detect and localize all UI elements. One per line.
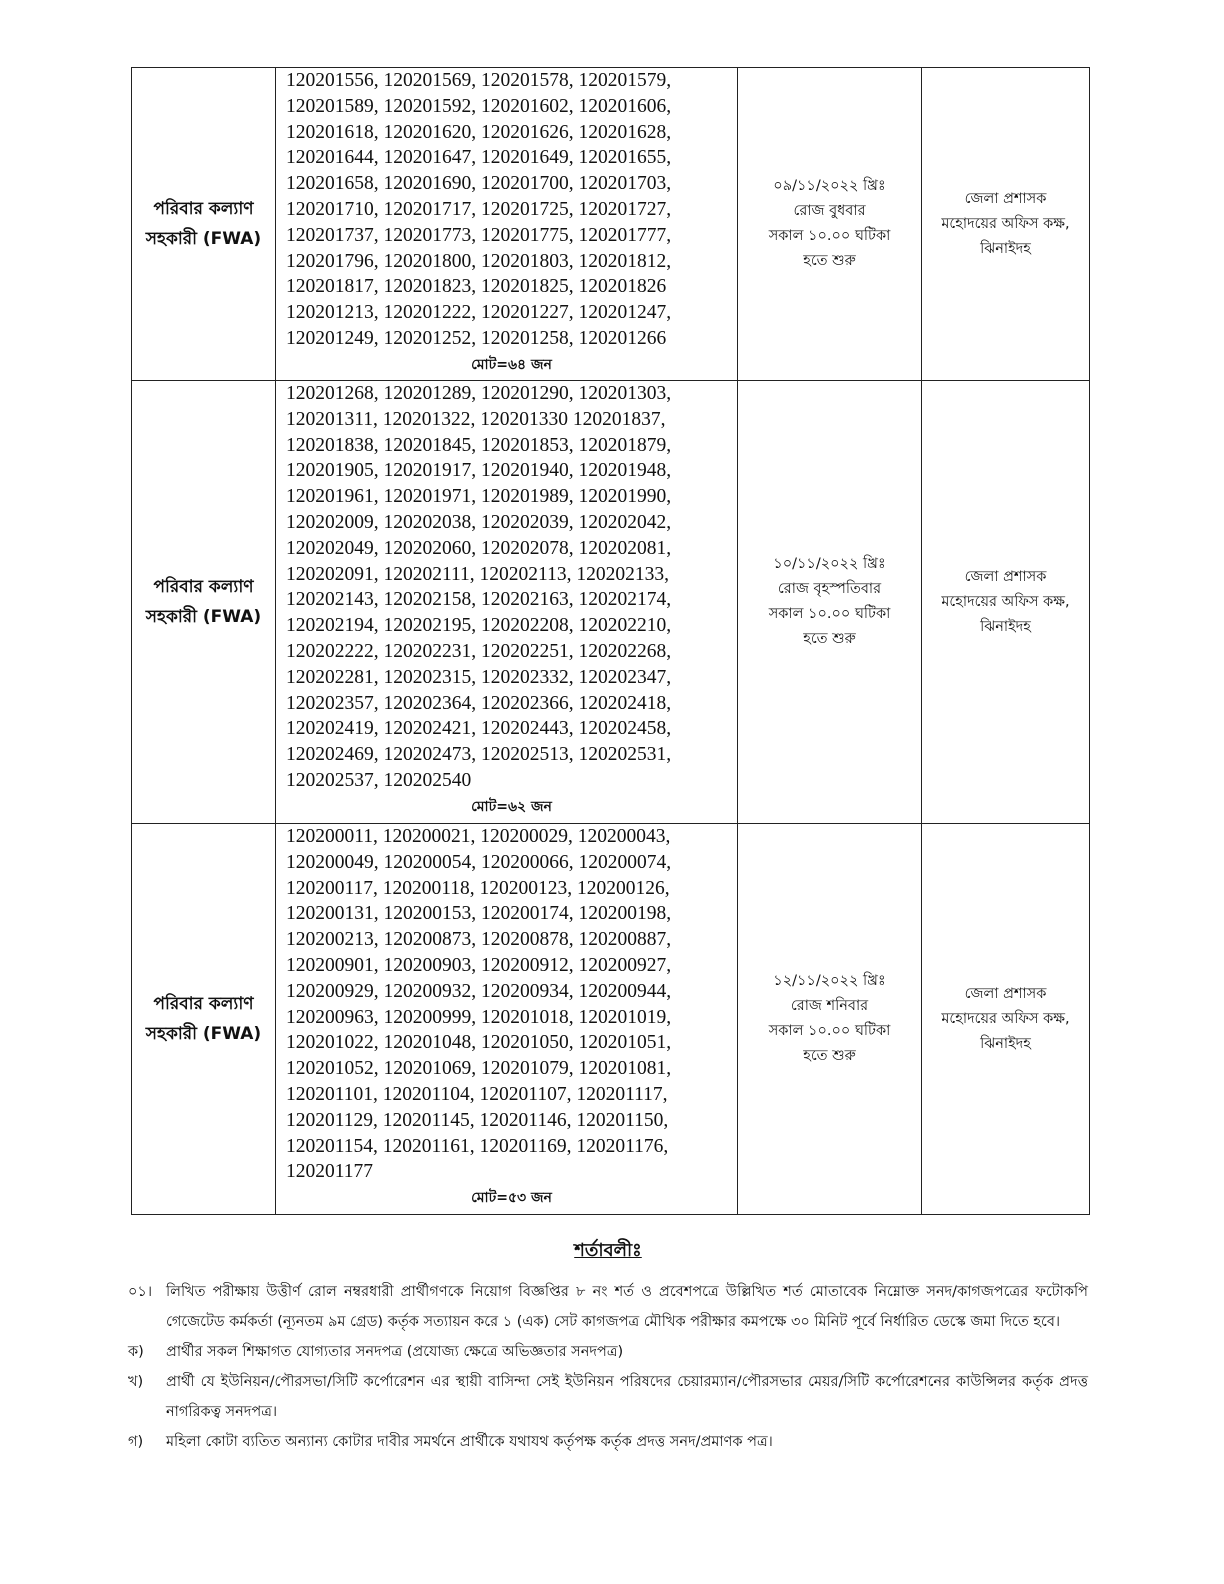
term-item (128, 1427, 1088, 1457)
exam-date-line: ০৯/১১/২০২২ খ্রিঃ (773, 178, 886, 194)
roll-numbers-line: 120201101, 120201104, 120201107, 120201117, (286, 1083, 668, 1105)
roll-numbers-line: 120202469, 120202473, 120202513, 120202531, (286, 744, 672, 766)
schedule-row (132, 68, 1090, 381)
roll-numbers-line: 120201737, 120201773, 120201775, 120201777, (286, 224, 672, 246)
roll-numbers-line: 120201556, 120201569, 120201578, 120201579, (286, 70, 672, 91)
exam-venue-line: মহোদয়ের অফিস কক্ষ, (941, 215, 1070, 232)
roll-numbers-line: 120201213, 120201222, 120201227, 120201247, (286, 302, 672, 324)
roll-numbers-line: 120201961, 120201971, 120201989, 120201990, (286, 486, 672, 508)
roll-numbers-line: 120200901, 120200903, 120200912, 120200927, (286, 954, 672, 976)
exam-venue-line: মহোদয়ের অফিস কক্ষ, (941, 1010, 1070, 1027)
term-item (128, 1337, 1088, 1367)
exam-date-line: সকাল ১০.০০ ঘটিকা (768, 228, 891, 244)
roll-numbers-line: 120201644, 120201647, 120201649, 120201655, (286, 147, 672, 169)
term-marker: খ) (128, 1374, 144, 1390)
exam-venue-cell (922, 824, 1090, 1215)
roll-numbers-line: 120201154, 120201161, 120201169, 120201176, (286, 1135, 669, 1157)
exam-date-line: ১২/১১/২০২২ খ্রিঃ (773, 973, 886, 989)
post-name-line: পরিবার কল্যাণ (153, 994, 254, 1014)
roll-numbers-line: 120201177 (286, 1161, 374, 1183)
exam-date-line: ১০/১১/২০২২ খ্রিঃ (773, 556, 886, 572)
candidate-total: মোট=৬২ জন (471, 798, 552, 815)
exam-date-line: হতে শুরু (803, 631, 856, 647)
exam-venue-line: জেলা প্রশাসক (964, 568, 1047, 585)
roll-numbers-cell (276, 824, 738, 1215)
post-name-cell (132, 824, 276, 1215)
term-marker: ক) (128, 1344, 144, 1360)
roll-numbers-line: 120202091, 120202111, 120202113, 120202133, (286, 563, 669, 585)
exam-date-cell (738, 824, 922, 1215)
roll-numbers-line: 120200011, 120200021, 120200029, 120200043, (286, 826, 671, 847)
post-name-line: সহকারী (FWA) (145, 1024, 262, 1044)
roll-numbers-cell (276, 381, 738, 824)
post-name-line: পরিবার কল্যাণ (153, 577, 254, 597)
roll-numbers-line: 120202537, 120202540 (286, 769, 472, 791)
candidate-total: মোট=৫৩ জন (471, 1190, 552, 1207)
exam-date-cell (738, 381, 922, 824)
exam-date-line: সকাল ১০.০০ ঘটিকা (768, 606, 891, 622)
roll-numbers-line: 120202194, 120202195, 120202208, 120202210, (286, 615, 672, 637)
roll-numbers-line: 120201817, 120201823, 120201825, 120201826 (286, 276, 667, 298)
roll-numbers-line: 120200963, 120200999, 120201018, 120201019, (286, 1006, 672, 1028)
exam-venue-line: মহোদয়ের অফিস কক্ষ, (941, 593, 1070, 610)
candidate-total: মোট=৬৪ জন (471, 356, 552, 373)
schedule-body (132, 68, 1090, 1215)
term-text: প্রার্থী যে ইউনিয়ন/পৌরসভা/সিটি কর্পোরেশন এর স্থায়ী বাসিন্দা সেই ইউনিয়ন পরিষদের চেয়ারম্যান/পৌরসভার মেয়র/সিটি কর্পোরেশনের কাউন্সিলর কর্তৃক প্রদত্ত নাগরিকত্ব সনদপত্র। (166, 1374, 1088, 1420)
roll-numbers-line: 120202281, 120202315, 120202332, 120202347, (286, 666, 672, 688)
roll-numbers-line: 120200049, 120200054, 120200066, 120200074, (286, 851, 672, 873)
roll-numbers-line: 120202357, 120202364, 120202366, 120202418, (286, 692, 672, 714)
exam-date-line: রোজ বুধবার (793, 203, 866, 219)
roll-numbers-line: 120200131, 120200153, 120200174, 120200198, (286, 903, 672, 925)
roll-numbers-line: 120201311, 120201322, 120201330 120201837, (286, 408, 666, 430)
roll-numbers-line: 120201618, 120201620, 120201626, 120201628, (286, 121, 672, 143)
schedule-row (132, 381, 1090, 824)
term-text: মহিলা কোটা ব্যতিত অন্যান্য কোটার দাবীর সমর্থনে প্রার্থীকে যথাযথ কর্তৃপক্ষ কর্তৃক প্রদত্ত সনদ/প্রমাণক পত্র। (166, 1434, 773, 1450)
exam-venue-line: জেলা প্রশাসক (964, 985, 1047, 1002)
exam-venue-line: ঝিনাইদহ (980, 618, 1031, 635)
roll-numbers-cell (276, 68, 738, 381)
roll-numbers-line: 120201905, 120201917, 120201940, 120201948, (286, 460, 672, 482)
roll-numbers-line: 120200213, 120200873, 120200878, 120200887, (286, 929, 672, 951)
roll-numbers-line: 120201129, 120201145, 120201146, 120201150, (286, 1109, 669, 1131)
exam-date-cell (738, 68, 922, 381)
schedule-row (132, 824, 1090, 1215)
exam-date-line: হতে শুরু (803, 253, 856, 269)
exam-venue-line: ঝিনাইদহ (980, 240, 1031, 257)
post-name-line: পরিবার কল্যাণ (153, 199, 254, 219)
roll-numbers-line: 120202049, 120202060, 120202078, 120202081, (286, 537, 672, 559)
roll-numbers-line: 120202222, 120202231, 120202251, 120202268, (286, 640, 672, 662)
terms-heading: শর্তাবলীঃ (574, 1240, 642, 1261)
roll-numbers-line: 120201249, 120201252, 120201258, 120201266 (286, 327, 667, 349)
post-name-cell (132, 68, 276, 381)
exam-date-line: রোজ শনিবার (790, 998, 869, 1014)
exam-venue-line: ঝিনাইদহ (980, 1035, 1031, 1052)
roll-numbers-line: 120201658, 120201690, 120201700, 120201703, (286, 173, 672, 195)
roll-numbers-line: 120200929, 120200932, 120200934, 120200944, (286, 980, 672, 1002)
roll-numbers-line: 120200117, 120200118, 120200123, 120200126, (286, 877, 670, 899)
exam-venue-cell (922, 381, 1090, 824)
exam-venue-line: জেলা প্রশাসক (964, 190, 1047, 207)
roll-numbers-line: 120202009, 120202038, 120202039, 120202042, (286, 511, 672, 533)
roll-numbers-line: 120201052, 120201069, 120201079, 120201081, (286, 1058, 672, 1080)
exam-venue-cell (922, 68, 1090, 381)
term-marker: ০১। (128, 1284, 153, 1300)
roll-numbers-line: 120201268, 120201289, 120201290, 120201303, (286, 383, 672, 404)
exam-date-line: হতে শুরু (803, 1048, 856, 1064)
terms-section (128, 1236, 1088, 1457)
roll-numbers-line: 120201589, 120201592, 120201602, 120201606, (286, 95, 672, 117)
roll-numbers-line: 120201796, 120201800, 120201803, 120201812, (286, 250, 672, 272)
term-text: প্রার্থীর সকল শিক্ষাগত যোগ্যতার সনদপত্র (প্রযোজ্য ক্ষেত্রে অভিজ্ঞতার সনদপত্র) (166, 1344, 624, 1360)
term-item (128, 1277, 1088, 1337)
term-marker: গ) (128, 1434, 144, 1450)
roll-numbers-line: 120201838, 120201845, 120201853, 120201879, (286, 434, 672, 456)
roll-numbers-line: 120201710, 120201717, 120201725, 120201727, (286, 198, 672, 220)
terms-list (128, 1277, 1088, 1457)
post-name-line: সহকারী (FWA) (145, 607, 262, 627)
exam-date-line: রোজ বৃহস্পতিবার (777, 581, 882, 597)
roll-numbers-line: 120201022, 120201048, 120201050, 120201051, (286, 1032, 672, 1054)
term-text: লিখিত পরীক্ষায় উত্তীর্ণ রোল নম্বরধারী প্রার্থীগণকে নিয়োগ বিজ্ঞপ্তির ৮ নং শর্ত ও প্রবেশপত্রে উল্লিখিত শর্ত মোতাবেক নিম্নোক্ত সনদ/কাগজপত্রের ফটোকপি গেজেটেড কর্মকর্তা (ন্যূনতম ৯ম গ্রেড) কর্তৃক সত্যায়ন করে ১ (এক) সেট কাগজপত্র মৌখিক পরীক্ষার কমপক্ষে ৩০ মিনিট পূর্বে নির্ধারিত ডেস্কে জমা দিতে হবে। (166, 1284, 1088, 1330)
roll-numbers-line: 120202419, 120202421, 120202443, 120202458, (286, 718, 672, 740)
roll-numbers-line: 120202143, 120202158, 120202163, 120202174, (286, 589, 672, 611)
exam-date-line: সকাল ১০.০০ ঘটিকা (768, 1023, 891, 1039)
post-name-cell (132, 381, 276, 824)
post-name-line: সহকারী (FWA) (145, 229, 262, 249)
term-item (128, 1367, 1088, 1427)
viva-schedule-table (131, 67, 1090, 1215)
